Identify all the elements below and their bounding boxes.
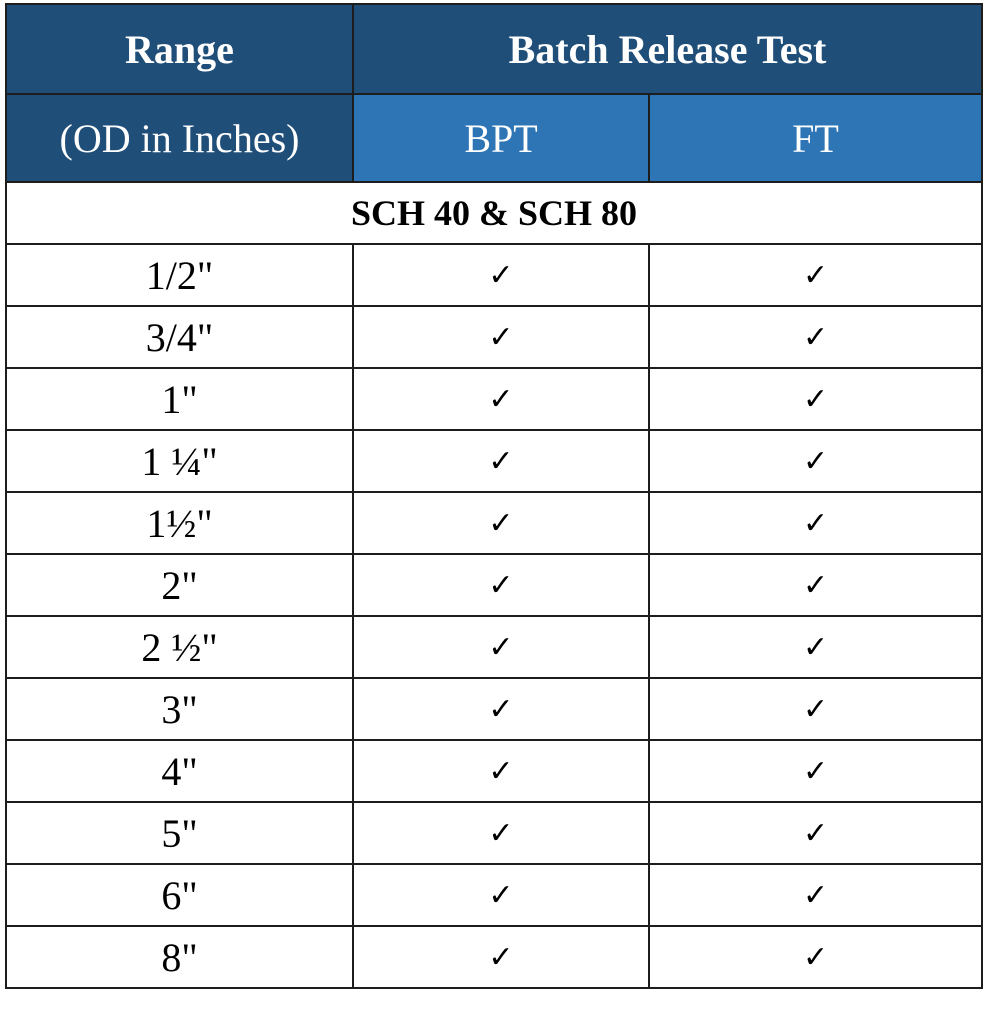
- bpt-check-icon: ✓: [353, 306, 649, 368]
- size-cell: 6": [6, 864, 353, 926]
- size-cell: 3/4": [6, 306, 353, 368]
- ft-check-icon: ✓: [649, 802, 982, 864]
- bpt-check-icon: ✓: [353, 864, 649, 926]
- size-cell: 5": [6, 802, 353, 864]
- size-cell: 3": [6, 678, 353, 740]
- ft-check-icon: ✓: [649, 926, 982, 988]
- table-row: [6, 616, 982, 678]
- table-row: [6, 678, 982, 740]
- section-row: [6, 182, 982, 244]
- range-subheader: (OD in Inches): [6, 94, 353, 182]
- table-row: [6, 740, 982, 802]
- table-row: [6, 430, 982, 492]
- range-header: Range: [6, 4, 353, 94]
- section-title: SCH 40 & SCH 80: [6, 182, 982, 244]
- ft-check-icon: ✓: [649, 740, 982, 802]
- header-row-top: [6, 4, 982, 94]
- bpt-check-icon: ✓: [353, 926, 649, 988]
- batch-release-test-header: Batch Release Test: [353, 4, 982, 94]
- table-row: [6, 306, 982, 368]
- ft-check-icon: ✓: [649, 430, 982, 492]
- table-row: [6, 492, 982, 554]
- size-cell: 2 ½": [6, 616, 353, 678]
- size-cell: 8": [6, 926, 353, 988]
- table-row: [6, 244, 982, 306]
- ft-check-icon: ✓: [649, 306, 982, 368]
- table-row: [6, 864, 982, 926]
- bpt-check-icon: ✓: [353, 740, 649, 802]
- bpt-check-icon: ✓: [353, 616, 649, 678]
- bpt-check-icon: ✓: [353, 492, 649, 554]
- bpt-check-icon: ✓: [353, 244, 649, 306]
- ft-check-icon: ✓: [649, 368, 982, 430]
- ft-check-icon: ✓: [649, 678, 982, 740]
- ft-check-icon: ✓: [649, 244, 982, 306]
- size-cell: 1 ¼": [6, 430, 353, 492]
- table-row: [6, 554, 982, 616]
- ft-check-icon: ✓: [649, 864, 982, 926]
- ft-check-icon: ✓: [649, 616, 982, 678]
- bpt-check-icon: ✓: [353, 678, 649, 740]
- bpt-check-icon: ✓: [353, 802, 649, 864]
- bpt-header: BPT: [353, 94, 649, 182]
- ft-check-icon: ✓: [649, 554, 982, 616]
- size-cell: 1/2": [6, 244, 353, 306]
- bpt-check-icon: ✓: [353, 430, 649, 492]
- table-row: [6, 368, 982, 430]
- header-row-sub: [6, 94, 982, 182]
- size-cell: 2": [6, 554, 353, 616]
- ft-header: FT: [649, 94, 982, 182]
- batch-release-test-table: [5, 3, 983, 989]
- size-cell: 4": [6, 740, 353, 802]
- size-cell: 1½": [6, 492, 353, 554]
- bpt-check-icon: ✓: [353, 368, 649, 430]
- table-row: [6, 802, 982, 864]
- size-cell: 1": [6, 368, 353, 430]
- table-row: [6, 926, 982, 988]
- ft-check-icon: ✓: [649, 492, 982, 554]
- bpt-check-icon: ✓: [353, 554, 649, 616]
